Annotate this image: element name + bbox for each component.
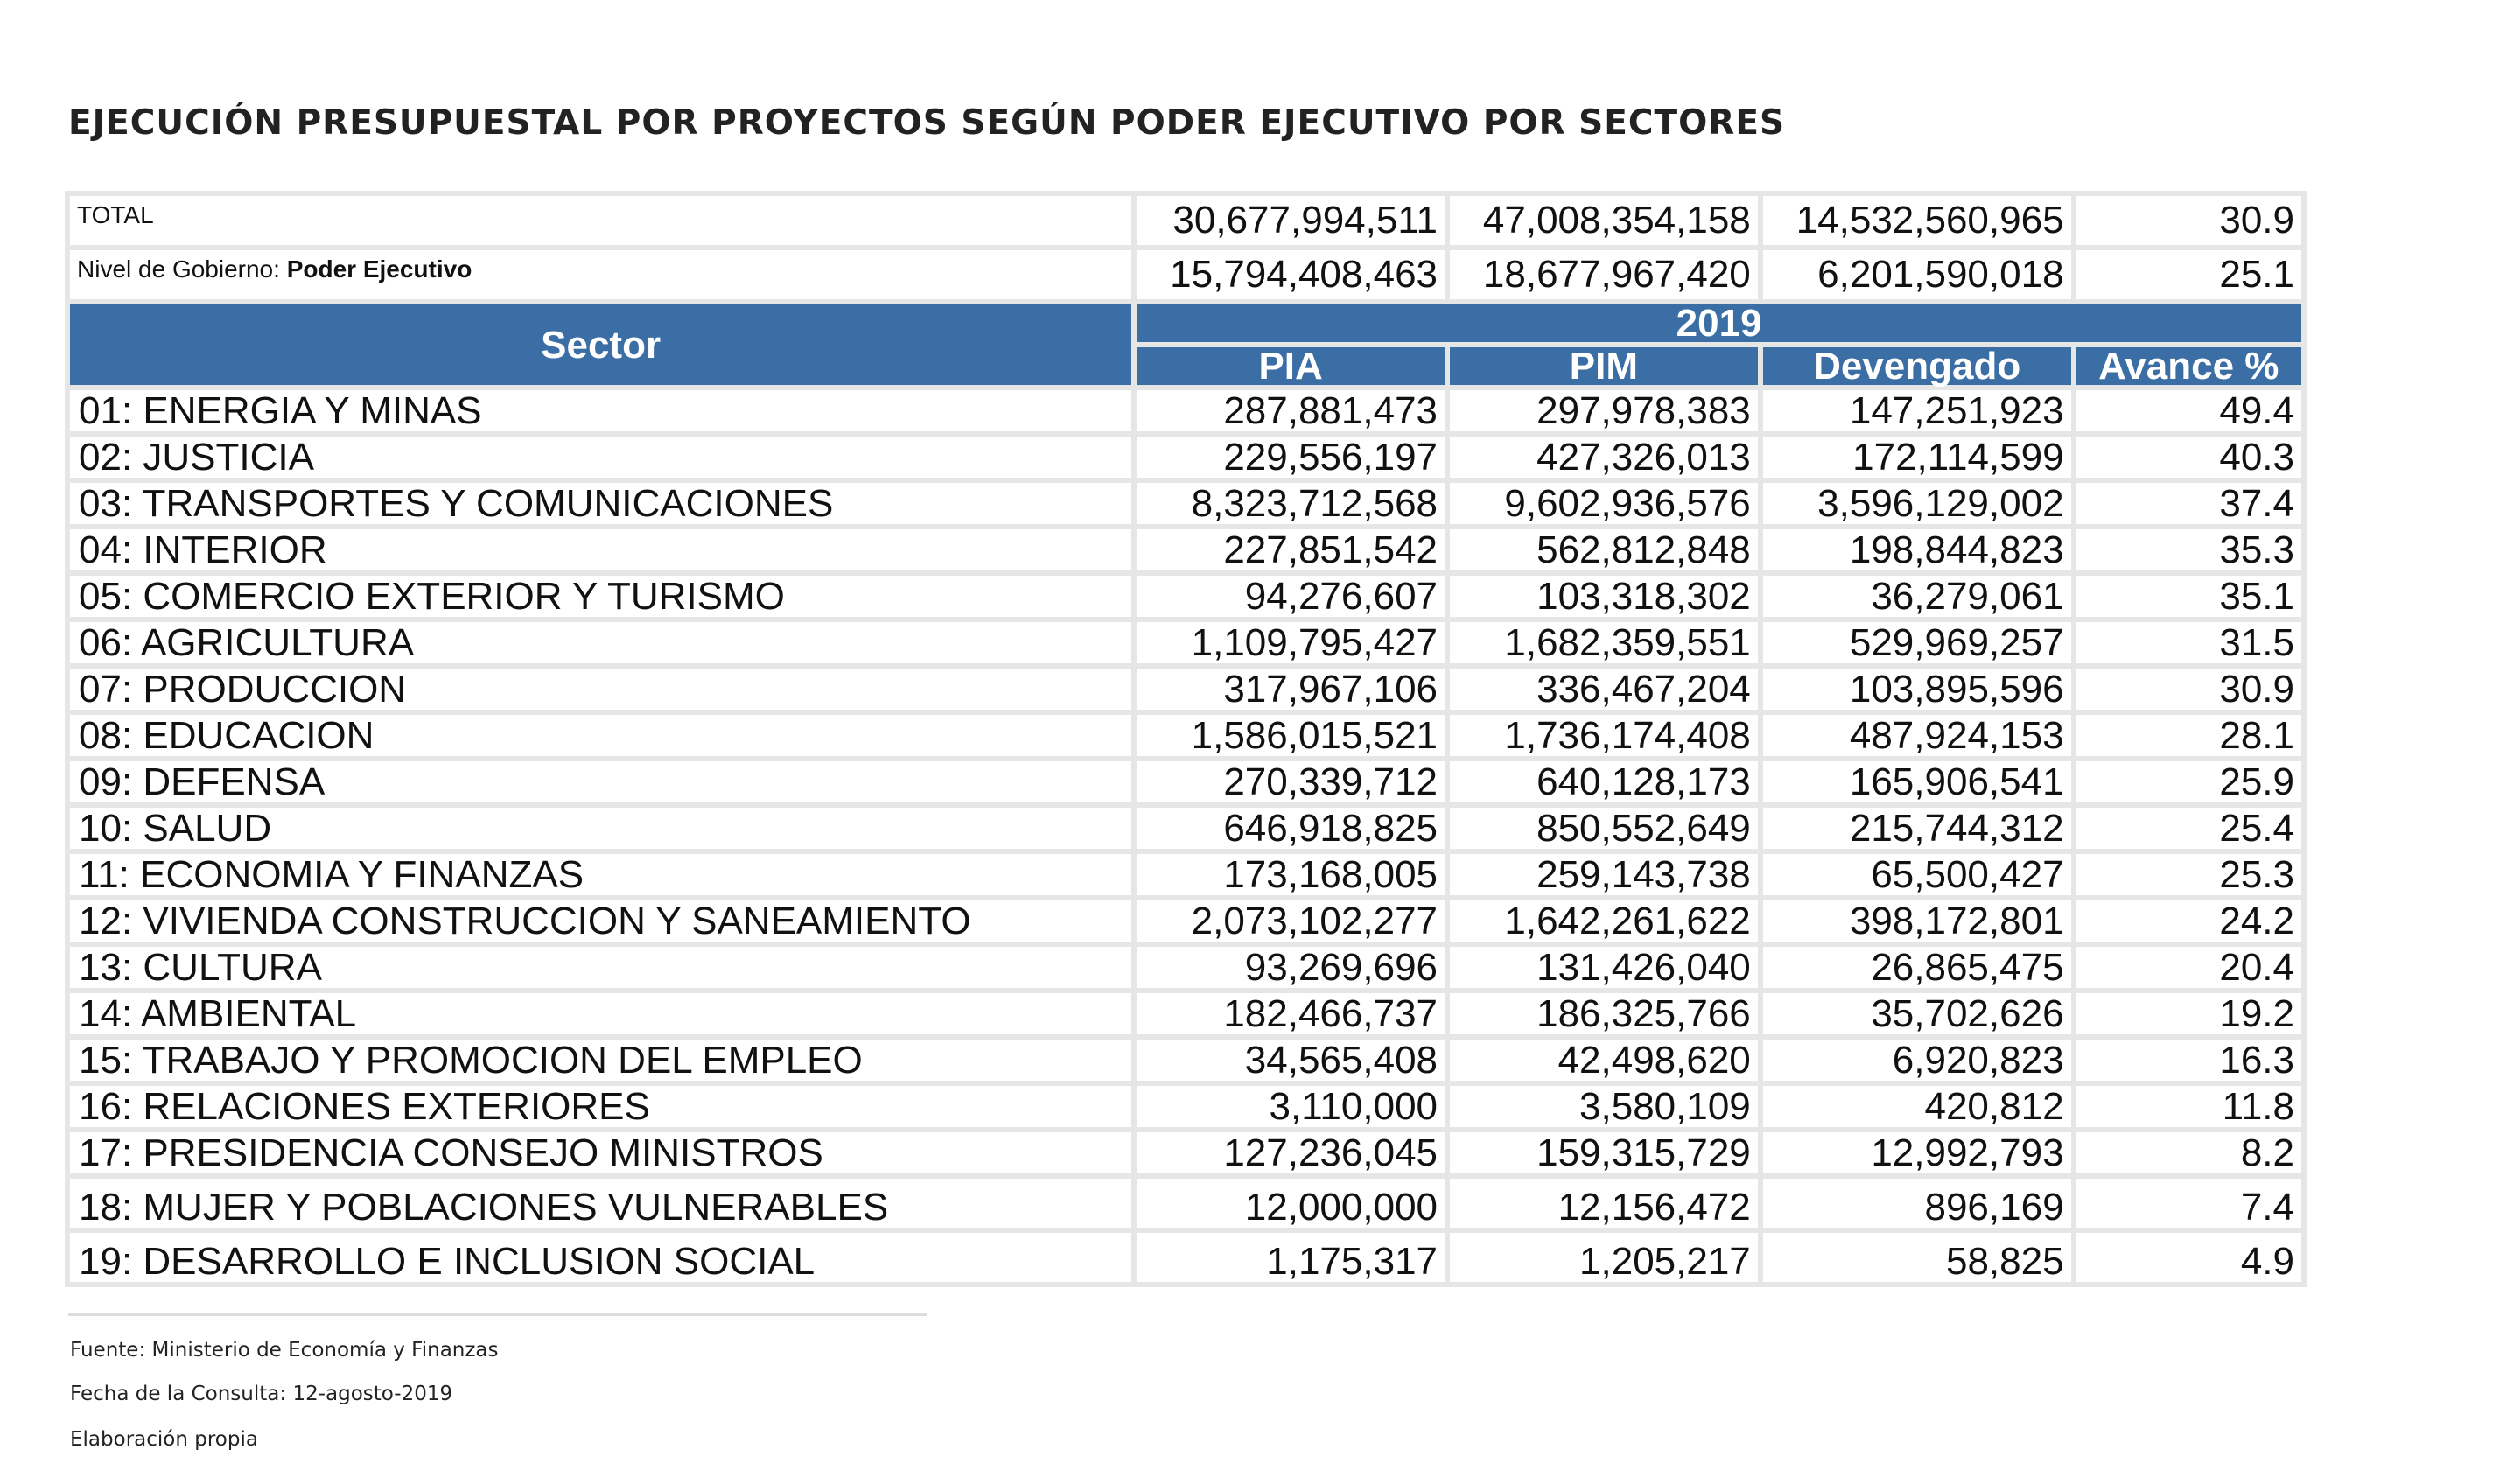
footer-divider	[68, 1312, 928, 1316]
avance-cell: 28.1	[2076, 715, 2301, 756]
table-row	[70, 1179, 2301, 1228]
pim-cell: 186,325,766	[1450, 993, 1758, 1034]
total-devengado: 14,532,560,965	[1763, 196, 2071, 245]
sector-name-cell: 17: PRESIDENCIA CONSEJO MINISTROS	[70, 1132, 1131, 1173]
sector-name-cell: 03: TRANSPORTES Y COMUNICACIONES	[70, 483, 1131, 524]
devengado-cell: 12,992,793	[1763, 1132, 2071, 1173]
pim-cell: 12,156,472	[1450, 1179, 1758, 1228]
pia-cell: 34,565,408	[1137, 1040, 1445, 1081]
pim-cell: 103,318,302	[1450, 576, 1758, 617]
pia-cell: 3,110,000	[1137, 1086, 1445, 1127]
sector-name-cell: 02: JUSTICIA	[70, 437, 1131, 478]
report-title: EJECUCIÓN PRESUPUESTAL POR PROYECTOS SEGÚN PODER EJECUTIVO POR SECTORES	[68, 103, 1786, 143]
pia-cell: 8,323,712,568	[1137, 483, 1445, 524]
devengado-cell: 165,906,541	[1763, 761, 2071, 802]
pim-cell: 159,315,729	[1450, 1132, 1758, 1173]
devengado-cell: 215,744,312	[1763, 808, 2071, 849]
pia-header: PIA	[1137, 347, 1445, 385]
pia-cell: 127,236,045	[1137, 1132, 1445, 1173]
pim-cell: 131,426,040	[1450, 947, 1758, 988]
pim-cell: 1,642,261,622	[1450, 900, 1758, 942]
sector-name-cell: 18: MUJER Y POBLACIONES VULNERABLES	[70, 1179, 1131, 1228]
avance-cell: 25.9	[2076, 761, 2301, 802]
header-row-year	[70, 304, 2301, 342]
pia-cell: 2,073,102,277	[1137, 900, 1445, 942]
pia-cell: 270,339,712	[1137, 761, 1445, 802]
avance-cell: 11.8	[2076, 1086, 2301, 1127]
devengado-cell: 398,172,801	[1763, 900, 2071, 942]
pia-cell: 94,276,607	[1137, 576, 1445, 617]
table-row	[70, 1086, 2301, 1127]
devengado-cell: 896,169	[1763, 1179, 2071, 1228]
sector-name-cell: 08: EDUCACION	[70, 715, 1131, 756]
table-row	[70, 993, 2301, 1034]
devengado-cell: 35,702,626	[1763, 993, 2071, 1034]
pim-header: PIM	[1450, 347, 1758, 385]
avance-cell: 40.3	[2076, 437, 2301, 478]
table-row	[70, 1132, 2301, 1173]
avance-cell: 16.3	[2076, 1040, 2301, 1081]
devengado-cell: 3,596,129,002	[1763, 483, 2071, 524]
table-row	[70, 1233, 2301, 1282]
devengado-cell: 58,825	[1763, 1233, 2071, 1282]
sector-name-cell: 14: AMBIENTAL	[70, 993, 1131, 1034]
avance-cell: 35.1	[2076, 576, 2301, 617]
devengado-cell: 172,114,599	[1763, 437, 2071, 478]
devengado-header: Devengado	[1763, 347, 2071, 385]
devengado-cell: 420,812	[1763, 1086, 2071, 1127]
table-row	[70, 622, 2301, 663]
pim-cell: 562,812,848	[1450, 529, 1758, 570]
pia-cell: 227,851,542	[1137, 529, 1445, 570]
pia-cell: 287,881,473	[1137, 390, 1445, 431]
pim-cell: 1,205,217	[1450, 1233, 1758, 1282]
gov-level-avance: 25.1	[2076, 250, 2301, 299]
pim-cell: 336,467,204	[1450, 668, 1758, 710]
devengado-cell: 103,895,596	[1763, 668, 2071, 710]
table-row	[70, 808, 2301, 849]
avance-cell: 31.5	[2076, 622, 2301, 663]
avance-cell: 20.4	[2076, 947, 2301, 988]
pim-cell: 297,978,383	[1450, 390, 1758, 431]
pia-cell: 93,269,696	[1137, 947, 1445, 988]
avance-cell: 37.4	[2076, 483, 2301, 524]
sector-name-cell: 09: DEFENSA	[70, 761, 1131, 802]
table-row	[70, 668, 2301, 710]
sector-name-cell: 06: AGRICULTURA	[70, 622, 1131, 663]
sector-name-cell: 05: COMERCIO EXTERIOR Y TURISMO	[70, 576, 1131, 617]
gov-level-row	[70, 250, 2301, 299]
table-row	[70, 947, 2301, 988]
table-row	[70, 576, 2301, 617]
avance-cell: 7.4	[2076, 1179, 2301, 1228]
table-row	[70, 1040, 2301, 1081]
pia-cell: 229,556,197	[1137, 437, 1445, 478]
table-row	[70, 761, 2301, 802]
table-row	[70, 390, 2301, 431]
avance-cell: 4.9	[2076, 1233, 2301, 1282]
footer-date: Fecha de la Consulta: 12-agosto-2019	[70, 1382, 453, 1405]
pia-cell: 12,000,000	[1137, 1179, 1445, 1228]
table-row	[70, 529, 2301, 570]
sector-name-cell: 15: TRABAJO Y PROMOCION DEL EMPLEO	[70, 1040, 1131, 1081]
sector-name-cell: 12: VIVIENDA CONSTRUCCION Y SANEAMIENTO	[70, 900, 1131, 942]
pim-cell: 42,498,620	[1450, 1040, 1758, 1081]
pia-cell: 1,175,317	[1137, 1233, 1445, 1282]
gov-level-label: Nivel de Gobierno: Poder Ejecutivo	[70, 250, 1131, 299]
devengado-cell: 147,251,923	[1763, 390, 2071, 431]
pia-cell: 317,967,106	[1137, 668, 1445, 710]
sector-name-cell: 04: INTERIOR	[70, 529, 1131, 570]
pim-cell: 640,128,173	[1450, 761, 1758, 802]
pim-cell: 1,736,174,408	[1450, 715, 1758, 756]
total-label: TOTAL	[70, 196, 1131, 245]
pia-cell: 646,918,825	[1137, 808, 1445, 849]
pim-cell: 850,552,649	[1450, 808, 1758, 849]
footer-note: Elaboración propia	[70, 1428, 258, 1451]
gov-level-pia: 15,794,408,463	[1137, 250, 1445, 299]
devengado-cell: 6,920,823	[1763, 1040, 2071, 1081]
table-row	[70, 900, 2301, 942]
avance-cell: 25.3	[2076, 854, 2301, 895]
avance-cell: 8.2	[2076, 1132, 2301, 1173]
budget-table	[65, 191, 2306, 1287]
devengado-cell: 529,969,257	[1763, 622, 2071, 663]
sector-name-cell: 16: RELACIONES EXTERIORES	[70, 1086, 1131, 1127]
table-row	[70, 483, 2301, 524]
pim-cell: 259,143,738	[1450, 854, 1758, 895]
avance-cell: 25.4	[2076, 808, 2301, 849]
avance-cell: 49.4	[2076, 390, 2301, 431]
pim-cell: 1,682,359,551	[1450, 622, 1758, 663]
pim-cell: 427,326,013	[1450, 437, 1758, 478]
table-row	[70, 715, 2301, 756]
total-pim: 47,008,354,158	[1450, 196, 1758, 245]
devengado-cell: 487,924,153	[1763, 715, 2071, 756]
devengado-cell: 26,865,475	[1763, 947, 2071, 988]
total-pia: 30,677,994,511	[1137, 196, 1445, 245]
total-avance: 30.9	[2076, 196, 2301, 245]
avance-cell: 30.9	[2076, 668, 2301, 710]
sector-name-cell: 13: CULTURA	[70, 947, 1131, 988]
devengado-cell: 198,844,823	[1763, 529, 2071, 570]
avance-cell: 35.3	[2076, 529, 2301, 570]
pia-cell: 1,586,015,521	[1137, 715, 1445, 756]
pim-cell: 3,580,109	[1450, 1086, 1758, 1127]
devengado-cell: 36,279,061	[1763, 576, 2071, 617]
avance-cell: 19.2	[2076, 993, 2301, 1034]
year-header: 2019	[1137, 304, 2301, 342]
table-row	[70, 854, 2301, 895]
footer-source: Fuente: Ministerio de Economía y Finanzas	[70, 1339, 499, 1362]
table-row	[70, 437, 2301, 478]
pia-cell: 173,168,005	[1137, 854, 1445, 895]
sector-name-cell: 11: ECONOMIA Y FINANZAS	[70, 854, 1131, 895]
sector-name-cell: 01: ENERGIA Y MINAS	[70, 390, 1131, 431]
pia-cell: 1,109,795,427	[1137, 622, 1445, 663]
pia-cell: 182,466,737	[1137, 993, 1445, 1034]
sector-name-cell: 10: SALUD	[70, 808, 1131, 849]
avance-cell: 24.2	[2076, 900, 2301, 942]
gov-level-pim: 18,677,967,420	[1450, 250, 1758, 299]
pim-cell: 9,602,936,576	[1450, 483, 1758, 524]
sector-name-cell: 19: DESARROLLO E INCLUSION SOCIAL	[70, 1233, 1131, 1282]
gov-level-devengado: 6,201,590,018	[1763, 250, 2071, 299]
sector-name-cell: 07: PRODUCCION	[70, 668, 1131, 710]
sector-header: Sector	[70, 304, 1131, 385]
avance-header: Avance %	[2076, 347, 2301, 385]
devengado-cell: 65,500,427	[1763, 854, 2071, 895]
budget-table-body	[70, 196, 2301, 1282]
total-row	[70, 196, 2301, 245]
